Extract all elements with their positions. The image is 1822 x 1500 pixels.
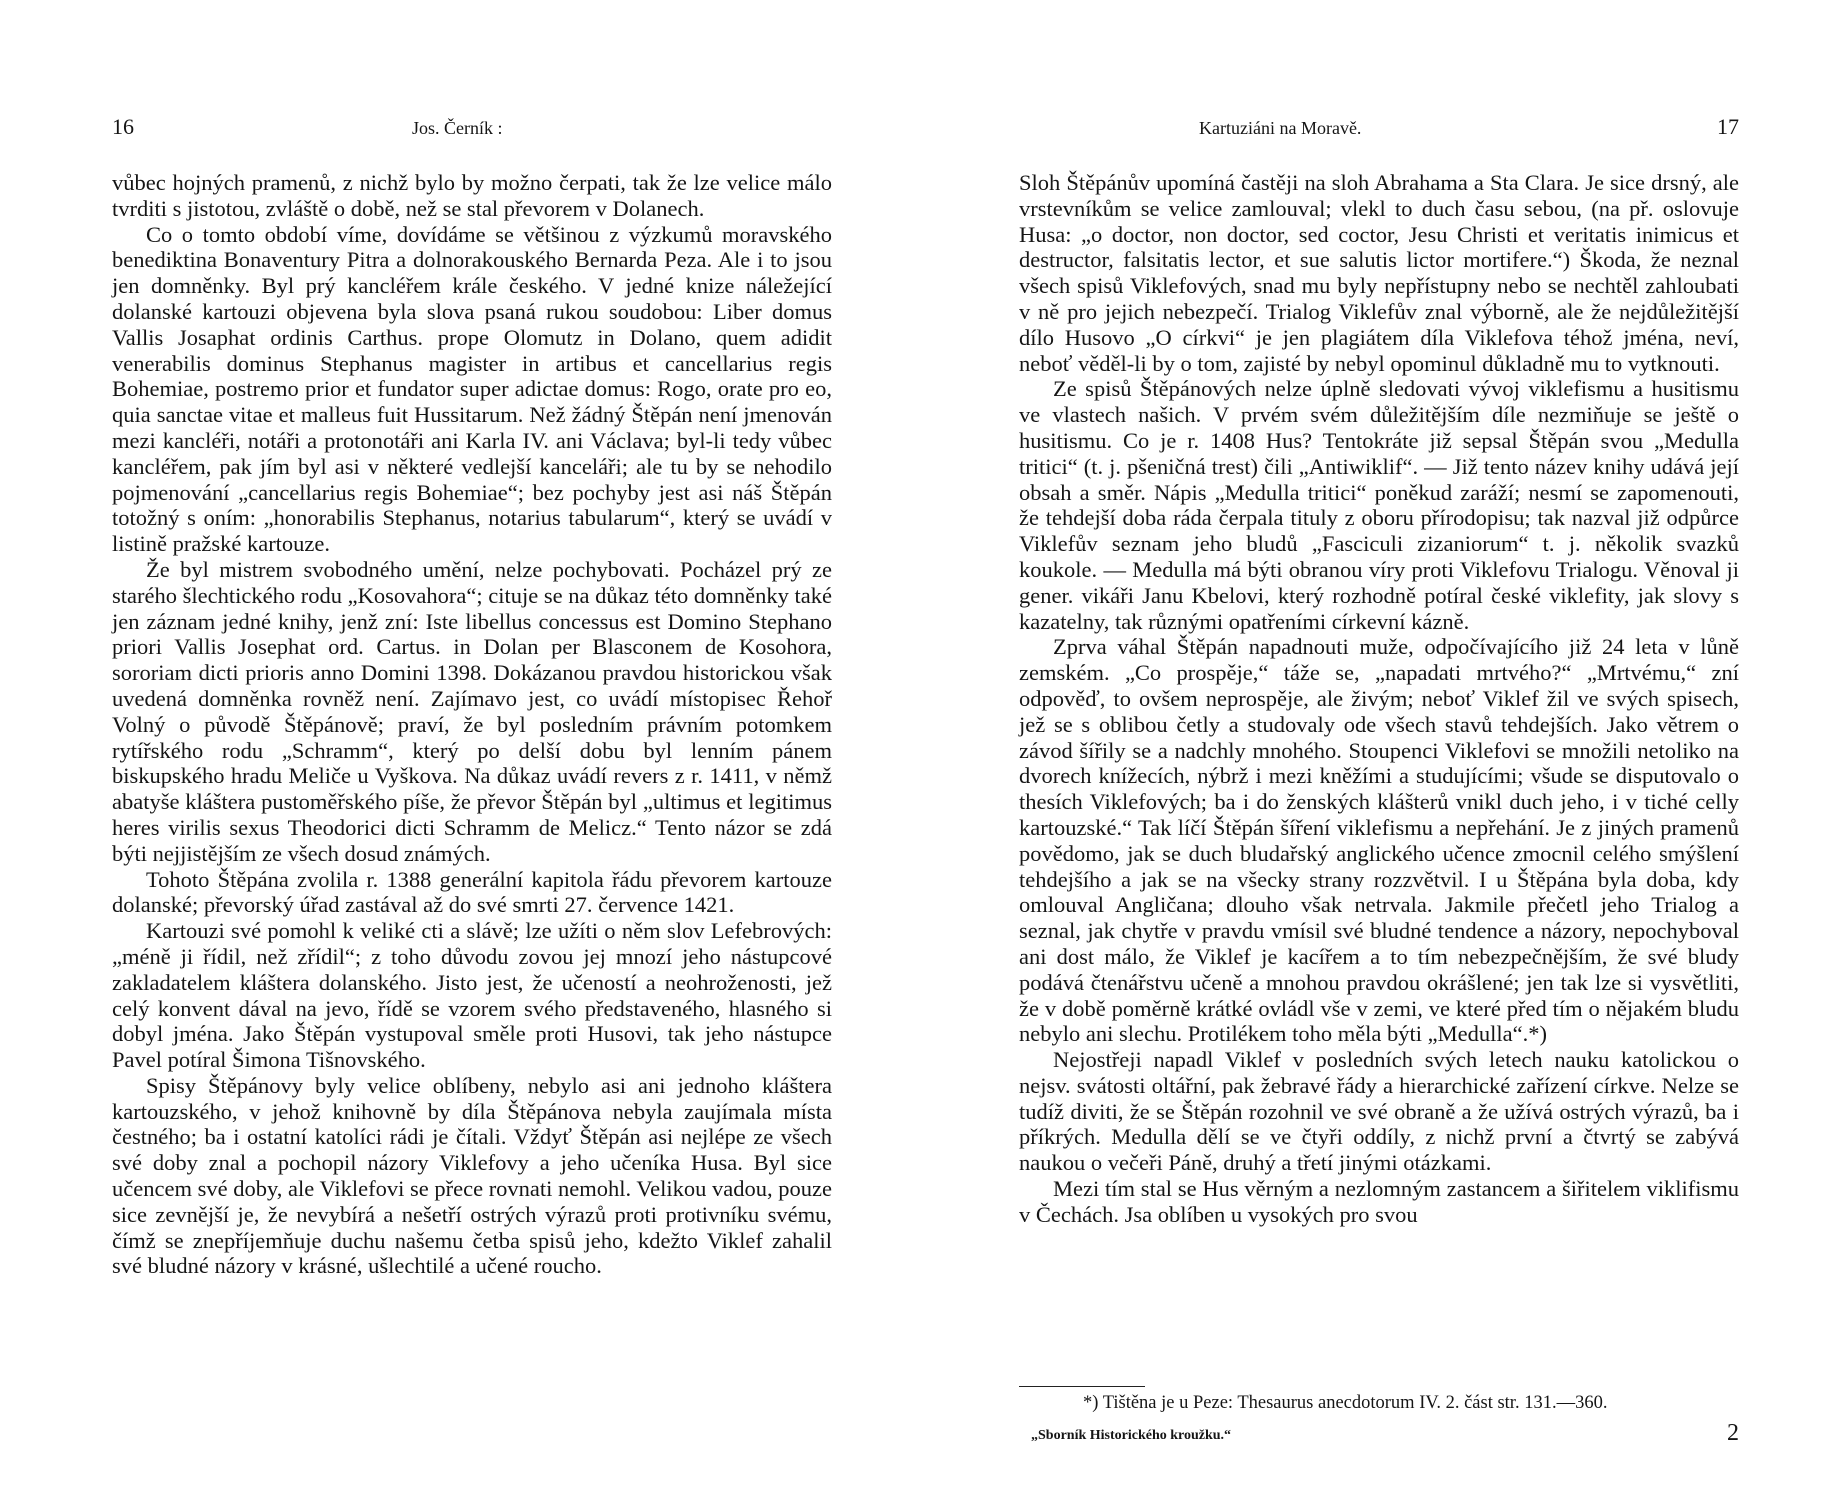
footnote-rule <box>1019 1386 1145 1387</box>
right-page <box>911 0 1822 1500</box>
paragraph: vůbec hojných pramenů, z nichž bylo by možno čerpati, tak že lze velice málo tvrditi s jistotou, zvláště o době, než se stal převorem v Dolanech. <box>112 170 832 221</box>
paragraph: Že byl mistrem svobodného umění, nelze pochybovati. Pocházel prý ze starého šlechtického rodu „Kosovahora“; cituje se na důkaz této domněnky také jen záznam jedné knihy, jenž zní: Iste libellus concessus est Domino Stephano priori Vallis Josephat ord. Cartus. in Dolan per Blasconem de Kosohora, sororiam dicti prioris anno Domini 1398. Dokázanou pravdou historickou však uvedená domněnka rovněž není. Zajímavo jest, co uvádí místopisec Řehoř Volný o původě Štěpánově; praví, že byl posledním právním potomkem rytířského rodu „Schramm“, který po delší dobu byl lenním pánem biskupského hradu Meliče u Vyškova. Na důkaz uvádí revers z r. 1411, v němž abatyše kláštera pustoměřského píše, že převor Štěpán byl „ultimus et legitimus heres virilis sexus Theodorici dicti Schramm de Melicz.“ Tento názor se zdá býti nejjistějším ze všech dosud známých. <box>112 556 832 866</box>
signature-number: 2 <box>1727 1420 1739 1446</box>
paragraph: Ze spisů Štěpánových nelze úplně sledovati vývoj viklefismu a husitismu ve vlastech našich. V prvém svém důležitějším díle nezmiňuje se ještě o husitismu. Co je r. 1408 Hus? Tentokráte již sepsal Štěpán svou „Medulla tritici“ (t. j. pšeničná trest) čili „Antiwiklif“. — Již tento název knihy udává její obsah a směr. Nápis „Medulla tritici“ poněkud zaráží; nesmí se zapomenouti, že tehdejší doba ráda čerpala tituly z oboru přírodopisu; tak nazval již odpůrce Viklefův seznam jeho bludů „Fasciculi zizaniorum“ t. j. několik svazků koukole. — Medulla má býti obranou víry proti Viklefovu Trialogu. Věnoval ji gener. vikáři Janu Kbelovi, který rozhodně potíral české viklefity, jak slovy s kazatelny, tak různými opatřeními církevní kázně. <box>1019 376 1739 634</box>
left-page-header <box>112 114 832 146</box>
page-number: 17 <box>1717 114 1739 139</box>
signature-text: „Sborník Historického kroužku.“ <box>1031 1428 1232 1443</box>
paragraph: Sloh Štěpánův upomíná častěji na sloh Abrahama a Sta Clara. Je sice drsný, ale vrstevníkům se velice zamlouval; vlekl to duch času sebou, (na př. oslovuje Husa: „o doctor, non doctor, sed coctor, Jesu Christi et veritatis inimicus et destructor, falsitatis lector, et sue salutis lictor mortifere.“) Škoda, že neznal všech spisů Viklefových, snad mu byly nepřístupny nebo se nechtěl zahloubati v ně pro jejich nebezpečí. Trialog Viklefův znal výborně, ale že nejdůležitější dílo Husovo „O církvi“ je jen plagiátem díla Viklefova téhož jména, neví, neboť věděl-li by o tom, zajisté by nebyl opominul důkladně mu to vytknouti. <box>1019 170 1739 376</box>
paragraph: Spisy Štěpánovy byly velice oblíbeny, nebylo asi ani jednoho kláštera kartouzského, v jehož knihovně by díla Štěpánova nebyla zaujímala místa čestného; ba i ostatní katolíci rádi je čítali. Vždyť Štěpán asi nejlépe ze všech své doby znal a pochopil názory Viklefovy a jeho učeníka Husa. Byl sice učencem své doby, ale Viklefovi se přece rovnati nemohl. Velikou vadou, pouze sice zevnější je, že nevybírá a nešetří ostrých výrazů proti protivníku svému, čímž se znepříjemňuje duchu našemu četba spisů jeho, kdežto Viklef zahalil své bludné názory v krásné, ušlechtilé a učené roucho. <box>112 1072 832 1279</box>
footnote: *) Tištěna je u Peze: Thesaurus anecdotorum IV. 2. část str. 131.—360. <box>1083 1393 1608 1413</box>
paragraph: Mezi tím stal se Hus věrným a nezlomným zastancem a šiřitelem viklifismu v Čechách. Jsa oblíben u vysokých pro svou <box>1019 1176 1739 1227</box>
left-page-body <box>112 170 832 1279</box>
running-head: Jos. Černík : <box>412 118 503 138</box>
paragraph: Zprva váhal Štěpán napadnouti muže, odpočívajícího již 24 leta v lůně zemském. „Co prospěje,“ táže se, „napadati mrtvého?“ „Mrtvému,“ zní odpověď, to ovšem neprospěje, ale živým; neboť Viklef žil ve svých spisech, jež se s oblibou četly a studovaly ode všech stavů tehdejších. Jako větrem o závod šířily se a nadchly mnohého. Stoupenci Viklefovi se množili netoliko na dvorech knížecích, nýbrž i mezi kněžími a studujícími; všude se disputovalo o thesích Viklefových; ba i do ženských klášterů vnikl duch jeho, i v tiché celly kartouzské.“ Tak líčí Štěpán šíření viklefismu a nepřehání. Je z jiných pramenů povědomo, jak se duch bludařský anglického učence zmocnil celého smýšlení tehdejšího a jak se na všecky strany rozzvětvil. I u Štěpána byla doba, kdy omlouval Angličana; dlouho však netrvala. Jakmile přečetl jeho Trialog a seznal, jak chytře v pravdu vmísil své bludné tendence a názory, nepochyboval ani dost málo, že Viklef je kacířem a to tím nebezpečnějším, že své bludy podává čtenářstvu učeně a mnohou pravdou okrášlené; jen tak lze si vysvětliti, že v době poměrně krátké ovládl vše v zemi, ve které před tím o nějakém bludu nebylo ani slechu. Protilékem toho měla býti „Medulla“.*) <box>1019 634 1739 1047</box>
right-page-body <box>1019 170 1739 1228</box>
paragraph: Co o tomto období víme, dovídáme se většinou z výzkumů moravského benediktina Bonaventury Pitra a dolnorakouského Bernarda Peza. Ale i to jsou jen domněnky. Byl prý kancléřem krále českého. V jedné knize náležející dolanské kartouzi objevena byla slova psaná rukou soudobou: Liber domus Vallis Josaphat ordinis Carthus. prope Olomutz in Dolano, quem adidit venerabilis dominus Stephanus magister in artibus et cancellarius regis Bohemiae, postremo prior et fundator super adictae domus: Rogo, orate pro eo, quia sanctae vitae et malleus fuit Hussitarum. Než žádný Štěpán není jmenován mezi kancléři, notáři a protonotáři ani Karla IV. ani Václava; byl-li tedy vůbec kancléřem, pak jím byl asi v některé vedlejší kanceláři; ale tu by se nehodilo pojmenování „cancellarius regis Bohemiae“; bez pochyby jest asi náš Štěpán totožný s oním: „honorabilis Stephanus, notarius tabularum“, který se uvádí v listině pražské kartouze. <box>112 221 832 557</box>
page-number: 16 <box>112 114 134 139</box>
right-page-header <box>1019 114 1739 146</box>
signature-line <box>1019 1420 1739 1450</box>
paragraph: Tohoto Štěpána zvolila r. 1388 generální kapitola řádu převorem kartouze dolanské; převorský úřad zastával až do své smrti 27. července 1421. <box>112 866 832 918</box>
paragraph: Nejostřeji napadl Viklef v posledních svých letech nauku katolickou o nejsv. svátosti oltářní, pak žebravé řády a hierarchické zařízení církve. Nelze se tudíž diviti, že se Štěpán rozohnil ve své obraně a že užívá ostrých výrazů, ba i příkrých. Medulla dělí se ve čtyři oddíly, z nichž první a čtvrtý se zabývá naukou o večeři Páně, druhý a třetí jinými otázkami. <box>1019 1047 1739 1176</box>
paragraph: Kartouzi své pomohl k veliké cti a slávě; lze užíti o něm slov Lefebrových: „méně ji řídil, než zřídil“; z toho důvodu zovou jej mnozí jeho nástupcové zakladatelem kláštera dolanského. Jisto jest, že učeností a neohroženosti, jež celý konvent dával na jevo, řídě se vzorem svého představeného, hlasného si dobyl jména. Jako Štěpán vystupoval směle proti Husovi, tak jeho nástupce Pavel potíral Šimona Tišnovského. <box>112 918 832 1073</box>
running-head: Kartuziáni na Moravě. <box>1199 118 1362 138</box>
